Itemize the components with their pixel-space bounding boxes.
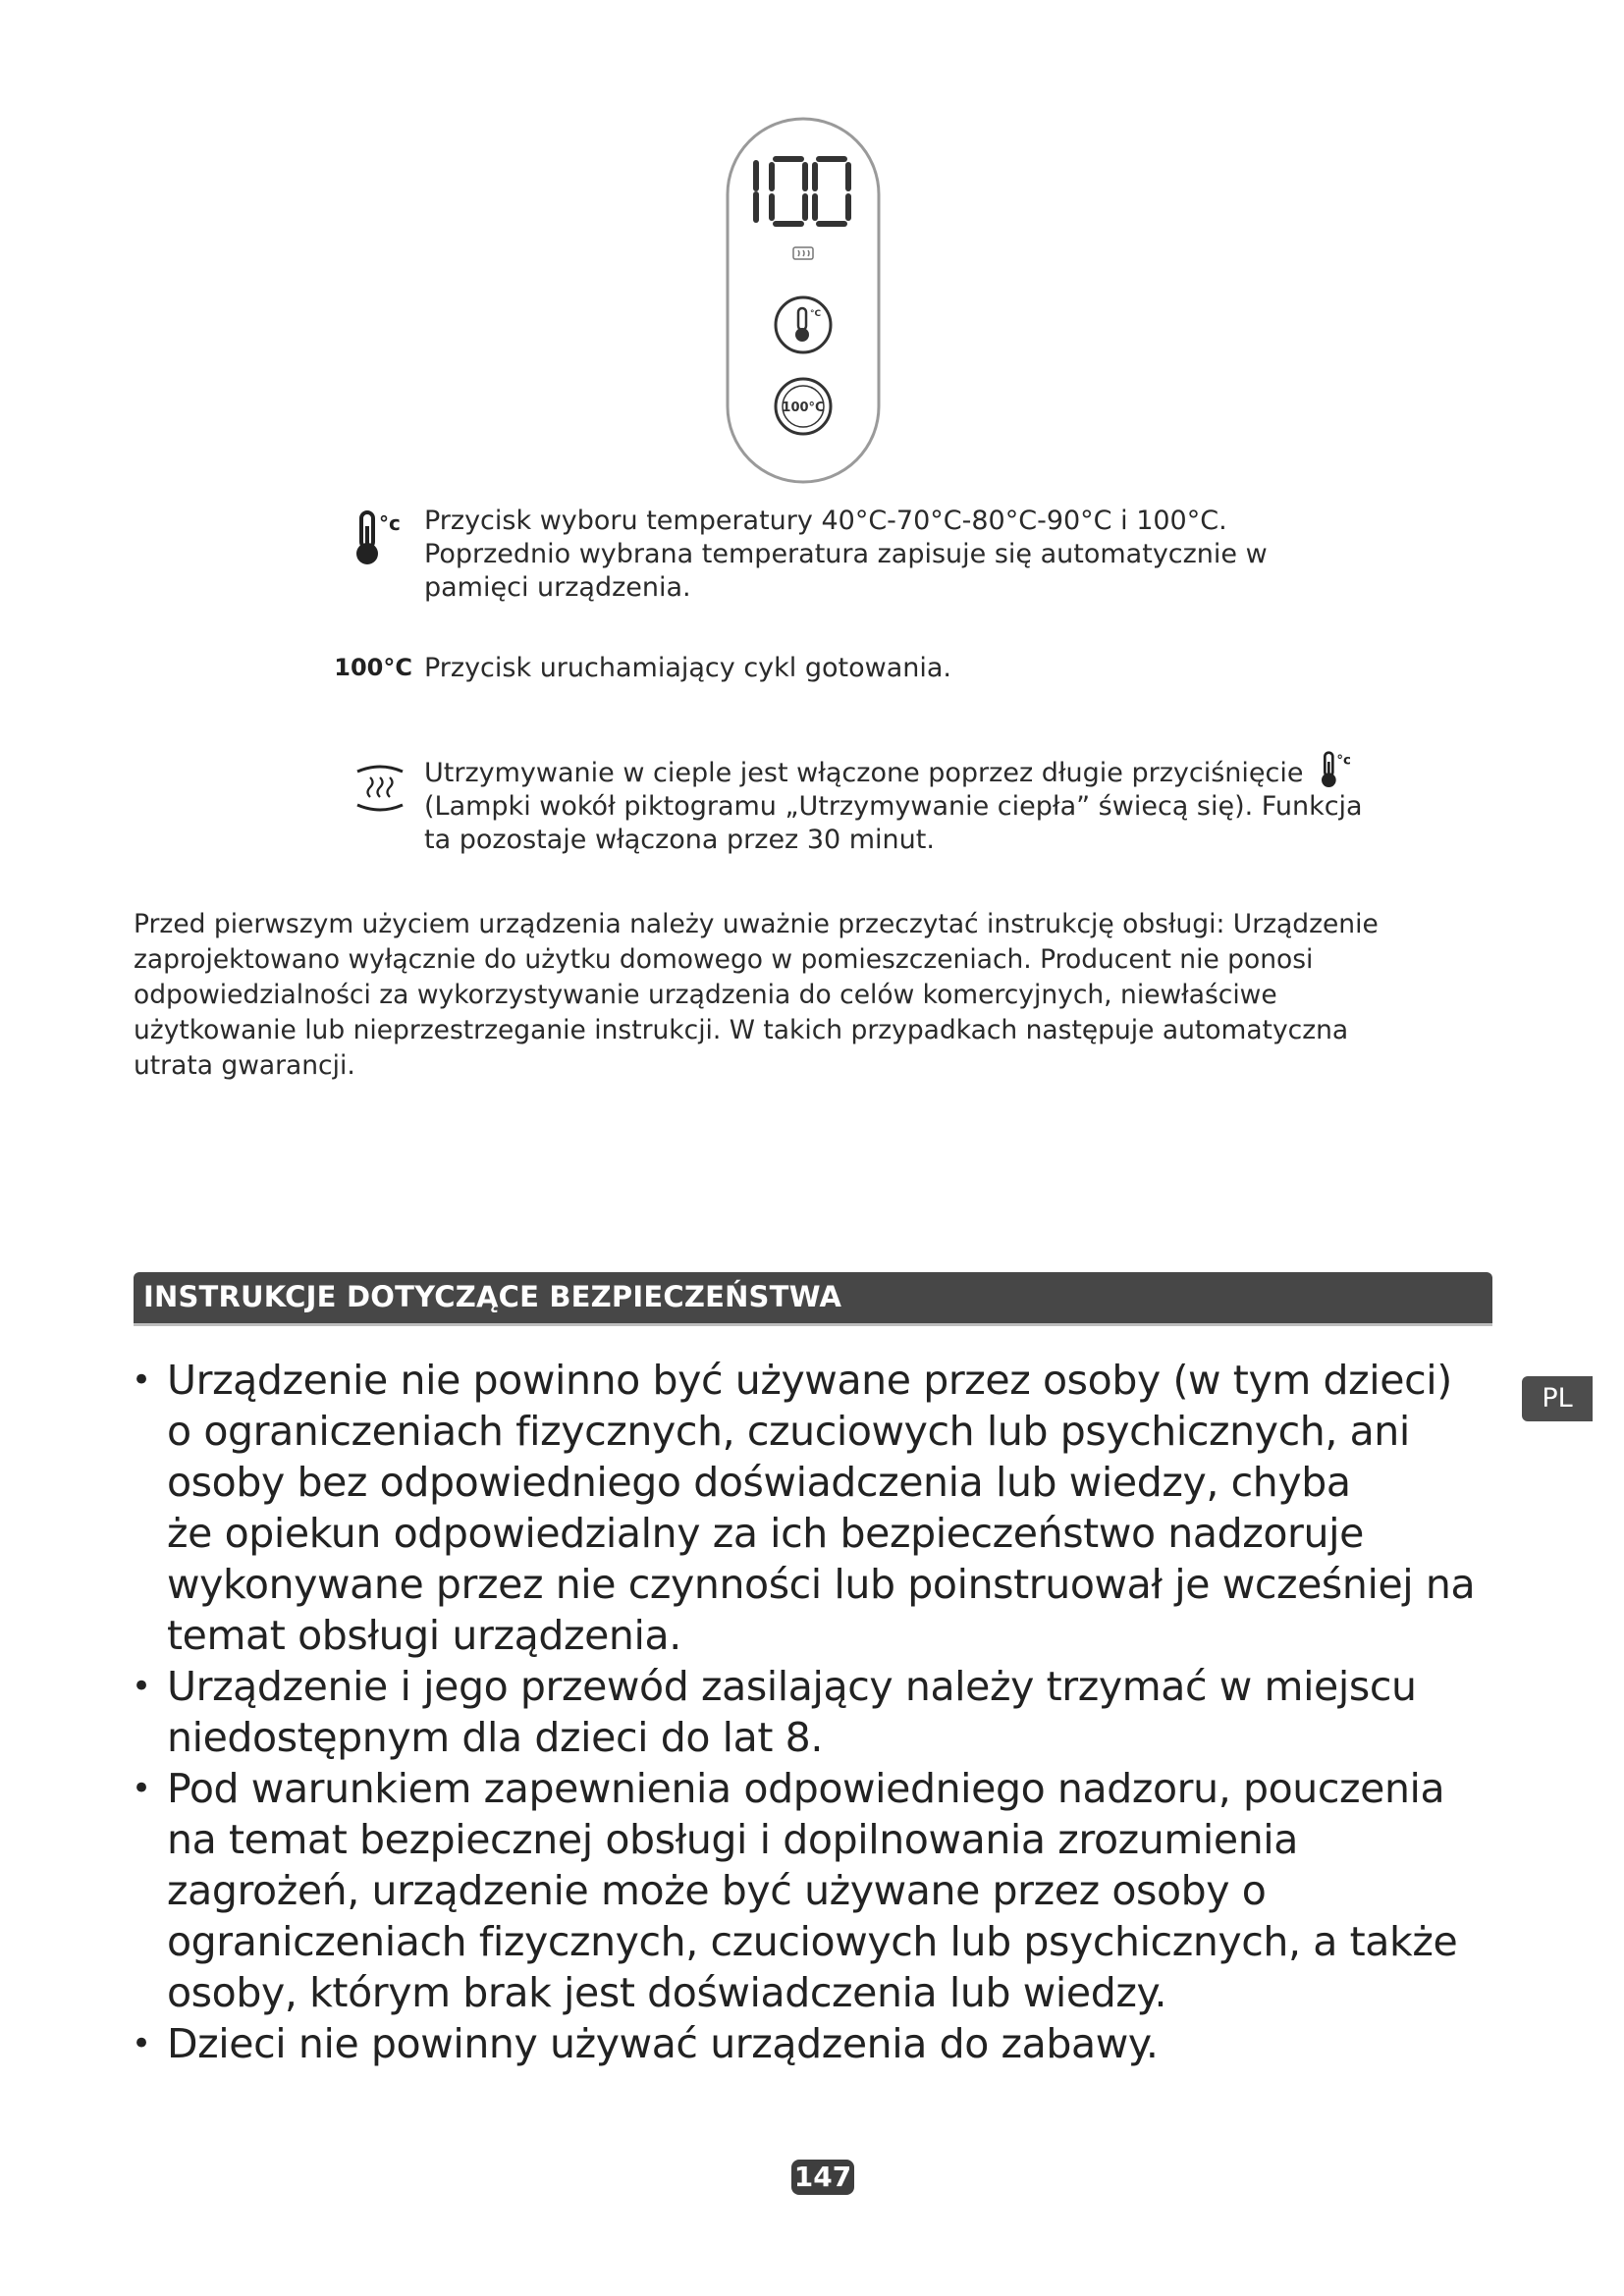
legend-description-keep-warm (424, 750, 1426, 857)
bullet-line: wykonywane przez nie czynności lub poinstruował je wcześniej na (167, 1561, 1476, 1608)
bullet-line: Urządzenie nie powinno być używane przez osoby (w tym dzieci) (167, 1357, 1452, 1404)
page-number: 147 (791, 2160, 854, 2195)
intro-line: utrata gwarancji. (134, 1050, 355, 1081)
bullet-line: temat obsługi urządzenia. (167, 1612, 681, 1659)
thermometer-icon (1318, 750, 1357, 789)
intro-paragraph (134, 907, 1489, 1084)
list-item (132, 1763, 1506, 2018)
intro-line: użytkowanie lub nieprzestrzeganie instrukcji. W takich przypadkach następuje automatyczna (134, 1015, 1349, 1045)
list-item (132, 1355, 1506, 1661)
bullet-line: Dzieci nie powinny używać urządzenia do zabawy. (167, 2020, 1159, 2067)
legend-row-keep-warm (338, 758, 408, 817)
bullet-line: Pod warunkiem zapewnienia odpowiedniego nadzoru, pouczenia (167, 1765, 1445, 1812)
section-title: INSTRUKCJE DOTYCZĄCE BEZPIECZEŃSTWA (143, 1280, 842, 1313)
legend-line: Przycisk uruchamiający cykl gotowania. (424, 653, 951, 683)
intro-line: odpowiedzialności za wykorzystywanie urządzenia do celów komercyjnych, niewłaściwe (134, 980, 1277, 1010)
svg-text:°C: °C (810, 309, 822, 319)
bullet-icon: • (132, 1667, 151, 1706)
svg-text:°c: °c (379, 511, 401, 535)
thermometer-icon (352, 508, 408, 567)
legend-line: pamięci urządzenia. (424, 572, 691, 603)
legend-icon-100c: 100°C (334, 654, 412, 681)
intro-line: Przed pierwszym użyciem urządzenia należy uważnie przeczytać instrukcję obsługi: Urządzenie (134, 909, 1379, 939)
temperature-button[interactable] (776, 297, 831, 352)
safety-instructions-list (132, 1355, 1506, 2069)
list-item (132, 1661, 1506, 1763)
bullet-line: zagrożeń, urządzenie może być używane przez osoby o (167, 1867, 1267, 1914)
bullet-line: o ograniczeniach fizycznych, czuciowych lub psychicznych, ani (167, 1408, 1410, 1455)
language-tab: PL (1522, 1376, 1593, 1421)
bullet-line: na temat bezpiecznej obsługi i dopilnowania zrozumienia (167, 1816, 1299, 1863)
bullet-line: osoby, którym brak jest doświadczenia lub wiedzy. (167, 1969, 1167, 2016)
intro-line: zaprojektowano wyłącznie do użytku domowego w pomieszczeniach. Producent nie ponosi (134, 944, 1314, 975)
legend-line: ta pozostaje włączona przez 30 minut. (424, 825, 935, 855)
legend-line (424, 750, 1426, 790)
bullet-icon: • (132, 1769, 151, 1808)
bullet-icon: • (132, 1361, 151, 1400)
control-panel-illustration (725, 116, 882, 485)
bullet-icon: • (132, 2024, 151, 2063)
bullet-line: ograniczeniach fizycznych, czuciowych lub psychicznych, a także (167, 1918, 1458, 1965)
legend-description-boil (424, 652, 1406, 685)
keep-warm-icon (352, 760, 408, 815)
legend-description-temperature (424, 505, 1406, 605)
boil-button[interactable] (776, 379, 831, 434)
svg-text:°c: °c (1336, 753, 1351, 769)
bullet-line: Urządzenie i jego przewód zasilający należy trzymać w miejscu (167, 1663, 1417, 1710)
svg-text:100°C: 100°C (782, 400, 825, 415)
section-header (134, 1272, 1492, 1323)
bullet-line: że opiekun odpowiedzialny za ich bezpieczeństwo nadzoruje (167, 1510, 1364, 1557)
legend-line: (Lampki wokół piktogramu „Utrzymywanie ciepła” świecą się). Funkcja (424, 791, 1363, 822)
legend-row-temperature (338, 507, 408, 569)
bullet-line: niedostępnym dla dzieci do lat 8. (167, 1714, 824, 1761)
list-item (132, 2018, 1506, 2069)
legend-line-text: Utrzymywanie w cieple jest włączone poprzez długie przyciśnięcie (424, 758, 1304, 788)
legend-line: Przycisk wyboru temperatury 40°C-70°C-80°C-90°C i 100°C. (424, 506, 1227, 536)
legend-line: Poprzednio wybrana temperatura zapisuje się automatycznie w (424, 539, 1268, 569)
bullet-line: osoby bez odpowiedniego doświadczenia lub wiedzy, chyba (167, 1459, 1351, 1506)
